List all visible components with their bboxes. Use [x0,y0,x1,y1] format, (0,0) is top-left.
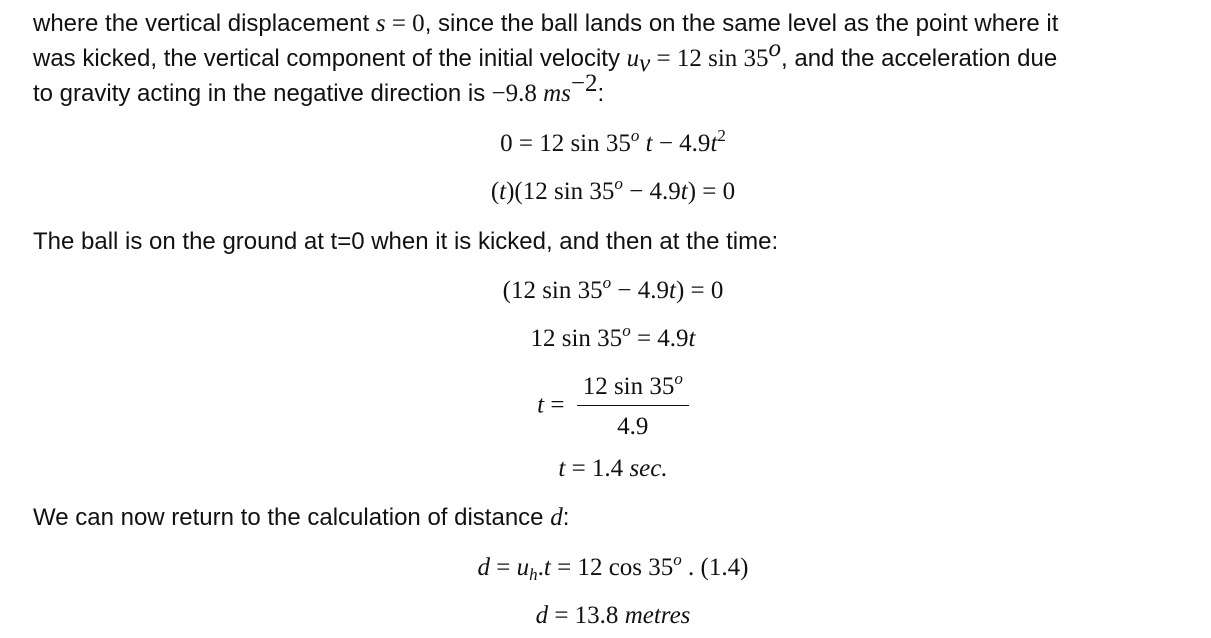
eq-part: ( [490,178,500,205]
dot: . [537,554,544,581]
unit: sec. [629,455,668,482]
var-t: t [499,178,507,205]
fraction-numerator [577,369,689,406]
fraction-denominator: 4.9 [617,413,649,440]
var-t: t [543,554,551,581]
degree-sign: o [614,174,623,193]
line-text: was kicked, the vertical component of the initial velocity [33,45,620,72]
eq-part: − 4.9 [611,277,669,304]
eq-part: )(12 sin 35 [506,178,615,205]
line-text: The ball is on the ground at t=0 when it is kicked, and then at the time: [33,228,779,255]
equation-8 [0,601,1211,631]
unit-exponent: −2 [570,70,598,97]
line-text: where the vertical displacement [33,10,370,37]
eq-part: − 4.9 [622,178,681,205]
var-t: t [639,130,653,157]
eq-part: ) = 0 [675,277,724,304]
paragraph-line-1 [33,6,1058,41]
equals-sign: = [544,391,565,419]
gravity-value: −9.8 [485,80,537,107]
eq-part: = 13.8 [548,602,625,629]
eq-part: 0 = 12 sin 35 [500,130,631,157]
gravity-unit: ms [536,80,571,107]
eq-part: = 12 cos 35 [550,554,674,581]
eq-part: = 1.4 [565,455,630,482]
mid-paragraph [33,224,778,259]
velocity-expr: = 12 sin 35 [650,45,769,72]
line-text: , and the acceleration due [781,45,1058,72]
equals-sign: = [490,554,517,581]
var-u: u [626,45,640,72]
var-s: s [375,10,386,37]
line-text: to gravity acting in the negative direction is [33,80,486,107]
equation-1 [0,126,1211,159]
degree-sign: o [602,273,612,292]
eq-part: (12 sin 35 [502,277,603,304]
eq-part: . (1.4) [681,554,749,581]
var-d: d [550,504,563,531]
equation-6 [0,454,1211,484]
var-t: t [680,178,688,205]
colon: : [597,80,605,107]
equation-3 [0,273,1211,306]
var-t: t [668,277,676,304]
exponent: 2 [717,126,726,145]
line-text: We can now return to the calculation of distance [33,504,544,531]
var-d: d [477,554,491,581]
degree-sign: o [673,550,682,569]
equation-4 [0,321,1211,354]
var-t: t [710,130,718,157]
equation-2 [0,174,1211,207]
unit: metres [624,602,691,629]
var-d: d [535,602,549,629]
eq-part: 12 sin 35 [582,373,675,400]
degree-sign: o [768,35,782,62]
colon: : [562,504,570,531]
paragraph-line-2 [33,35,1058,77]
paragraph-line-3 [33,70,605,111]
equation-5 [0,369,1211,442]
eq-part: = 4.9 [630,325,689,352]
degree-sign: o [630,126,640,145]
var-t: t [558,455,566,482]
fraction [577,369,689,442]
var-t: t [688,325,696,352]
subscript-h: h [529,565,538,584]
line-text: , since the ball lands on the same level as the point where it [424,10,1059,37]
return-paragraph [33,500,569,535]
eq-part: − 4.9 [652,130,711,157]
degree-sign: o [674,369,683,388]
var-u: u [516,554,530,581]
eq-zero: = 0 [385,10,425,37]
var-t: t [537,391,545,419]
equation-7 [0,550,1211,584]
subscript-v: v [639,50,651,77]
eq-part: ) = 0 [687,178,736,205]
eq-part: 12 sin 35 [530,325,623,352]
degree-sign: o [622,321,631,340]
